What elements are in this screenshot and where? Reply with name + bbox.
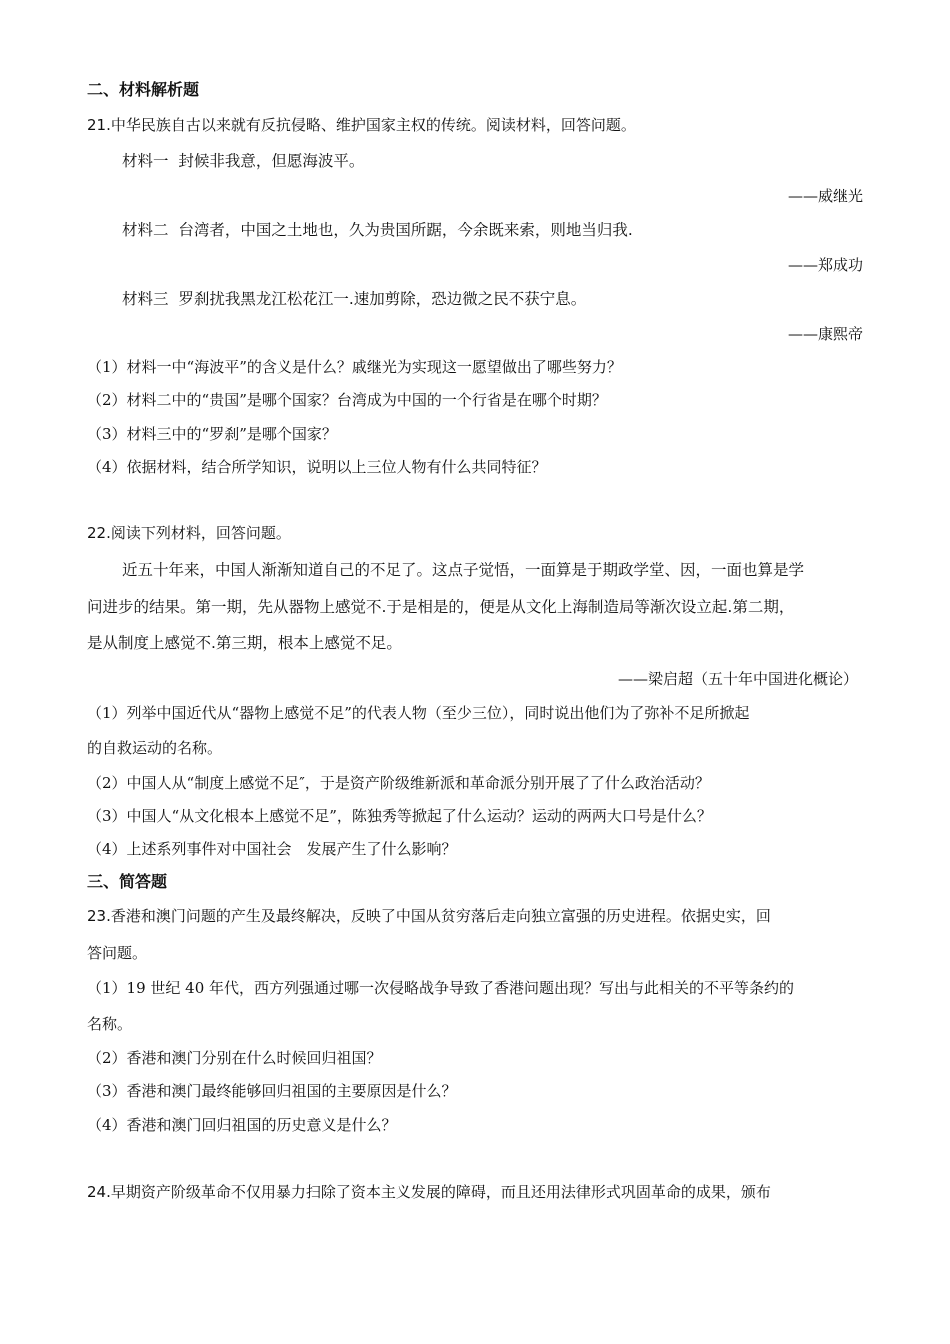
- question-22-stem: [87, 523, 291, 543]
- material-label: 材料一: [122, 152, 169, 170]
- q21-subquestion-1: （1）材料一中“海波平”的含义是什么？戚继光为实现这一愿望做出了哪些努力？: [87, 358, 622, 376]
- material-3: [122, 289, 586, 309]
- material-text: 罗刹扰我黑龙江松花江一.速加剪除，恐边微之民不获宁息。: [178, 290, 587, 308]
- material-text: 台湾者，中国之土地也，久为贵国所踞，今余既来索，则地当归我.: [178, 221, 633, 239]
- material-2: [122, 220, 633, 240]
- q21-subquestion-2: （2）材料二中的“贵国”是哪个国家？台湾成为中国的一个行省是在哪个时期？: [87, 391, 607, 409]
- q22-subquestion-1-cont: 的自救运动的名称。: [87, 739, 223, 757]
- q22-passage-line-2: 问进步的结果。第一期，先从器物上感觉不.于是相是的，便是从文化上海制造局等渐次设立起.第二期，: [87, 598, 795, 616]
- material-2-author: ——郑成功: [787, 256, 863, 274]
- q21-subquestion-3: （3）材料三中的“罗刹”是哪个国家？: [87, 425, 337, 443]
- material-label: 材料二: [122, 221, 169, 239]
- q22-subquestion-1: （1）列举中国近代从“器物上感觉不足”的代表人物（至少三位），同时说出他们为了弥补不足所掀起: [87, 704, 750, 722]
- q23-subquestion-1: （1）19 世纪 40 年代，西方列强通过哪一次侵略战争导致了香港问题出现？写出与此相关的不平等条约的: [87, 979, 795, 997]
- question-number: 22.: [87, 524, 111, 542]
- q22-subquestion-4: （4）上述系列事件对中国社会 发展产生了什么影响？: [87, 840, 457, 858]
- question-number: 21.: [87, 116, 111, 134]
- question-text: 中华民族自古以来就有反抗侵略、维护国家主权的传统。阅读材料，回答问题。: [110, 116, 636, 134]
- q22-passage-line-1: 近五十年来，中国人渐渐知道自己的不足了。这点子觉悟，一面算是于期政学堂、因，一面也算是学: [122, 561, 805, 579]
- question-text: 香港和澳门问题的产生及最终解决，反映了中国从贫穷落后走向独立富强的历史进程。依据史实，回: [110, 907, 771, 925]
- question-21-stem: [87, 115, 636, 135]
- material-3-author: ——康熙帝: [787, 325, 863, 343]
- material-label: 材料三: [122, 290, 169, 308]
- section-heading-short-answer: 三、简答题: [87, 872, 168, 891]
- section-heading-materials: 二、材料解析题: [87, 80, 200, 99]
- q23-subquestion-2: （2）香港和澳门分别在什么时候回归祖国？: [87, 1049, 382, 1067]
- question-number: 23.: [87, 907, 111, 925]
- material-1: [122, 151, 364, 171]
- q23-subquestion-4: （4）香港和澳门回归祖国的历史意义是什么？: [87, 1116, 397, 1134]
- material-text: 封候非我意，但愿海波平。: [178, 152, 365, 170]
- q23-subquestion-1-cont: 名称。: [87, 1015, 133, 1033]
- question-text: 阅读下列材料，回答问题。: [110, 524, 291, 542]
- q22-passage-line-3: 是从制度上感觉不.第三期，根本上感觉不足。: [87, 634, 402, 652]
- question-number: 24.: [87, 1183, 111, 1201]
- question-23-stem-cont: 答问题。: [87, 944, 148, 962]
- question-23-stem: [87, 906, 771, 926]
- question-24-stem: [87, 1182, 771, 1202]
- material-1-author: ——威继光: [787, 187, 863, 205]
- q22-subquestion-2: （2）中国人从“制度上感觉不足″，于是资产阶级维新派和革命派分别开展了了什么政治活动？: [87, 774, 710, 792]
- q21-subquestion-4: （4）依据材料，结合所学知识，说明以上三位人物有什么共同特征？: [87, 458, 547, 476]
- question-text: 早期资产阶级革命不仅用暴力扫除了资本主义发展的障碍，而且还用法律形式巩固革命的成果，颁布: [110, 1183, 771, 1201]
- q23-subquestion-3: （3）香港和澳门最终能够回归祖国的主要原因是什么？: [87, 1082, 457, 1100]
- q22-subquestion-3: （3）中国人“从文化根本上感觉不足”，陈独秀等掀起了什么运动？运动的两两大口号是什么？: [87, 807, 712, 825]
- q22-source: ——梁启超（五十年中国进化概论）: [617, 670, 858, 688]
